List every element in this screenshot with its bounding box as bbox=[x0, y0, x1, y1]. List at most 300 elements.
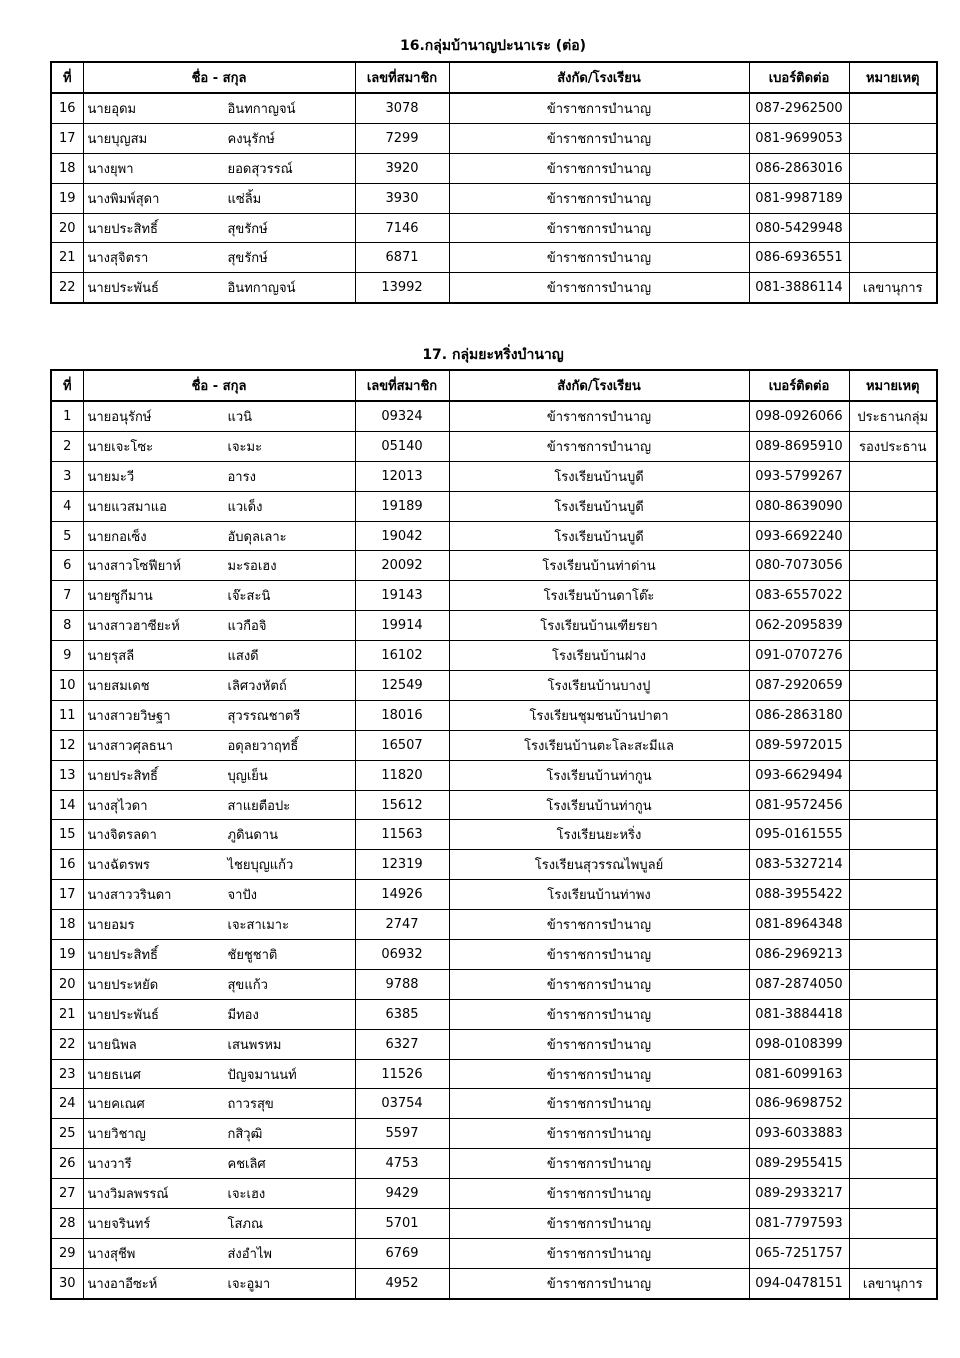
last-name: อับดุลเลาะ bbox=[227, 529, 287, 545]
first-name: นางสุชีพ bbox=[87, 1246, 136, 1262]
affiliation: ข้าราชการบำนาญ bbox=[449, 1179, 749, 1209]
header-name: ชื่อ - สกุล bbox=[83, 62, 355, 93]
last-name: สุขแก้ว bbox=[227, 977, 268, 993]
last-name: แวกือจิ bbox=[227, 619, 267, 635]
affiliation: ข้าราชการบำนาญ bbox=[449, 401, 749, 431]
member-id: 14926 bbox=[355, 880, 449, 910]
row-number: 2 bbox=[51, 431, 83, 461]
table-row bbox=[51, 910, 937, 940]
remark bbox=[849, 123, 937, 153]
table-row bbox=[51, 521, 937, 551]
phone-number: 089-2933217 bbox=[749, 1179, 849, 1209]
table-row bbox=[51, 153, 937, 183]
remark bbox=[849, 1089, 937, 1119]
header-affiliation: สังกัด/โรงเรียน bbox=[449, 370, 749, 401]
remark bbox=[849, 1059, 937, 1089]
first-name: นางสาวฮาซียะห์ bbox=[87, 619, 180, 635]
table-row bbox=[51, 581, 937, 611]
first-name: นายรุสลี bbox=[87, 649, 135, 665]
remark bbox=[849, 183, 937, 213]
first-name: นายซูกีมาน bbox=[87, 589, 153, 605]
affiliation: ข้าราชการบำนาญ bbox=[449, 910, 749, 940]
phone-number: 095-0161555 bbox=[749, 820, 849, 850]
row-number: 11 bbox=[51, 700, 83, 730]
row-number: 12 bbox=[51, 730, 83, 760]
phone-number: 091-0707276 bbox=[749, 641, 849, 671]
affiliation: ข้าราชการบำนาญ bbox=[449, 93, 749, 123]
affiliation: ข้าราชการบำนาญ bbox=[449, 1119, 749, 1149]
phone-number: 093-6629494 bbox=[749, 760, 849, 790]
remark bbox=[849, 969, 937, 999]
affiliation: ข้าราชการบำนาญ bbox=[449, 1209, 749, 1239]
affiliation: โรงเรียนบ้านท่ากูน bbox=[449, 760, 749, 790]
member-name bbox=[83, 730, 355, 760]
member-name bbox=[83, 1238, 355, 1268]
member-name bbox=[83, 760, 355, 790]
first-name: นายบุญสม bbox=[87, 131, 148, 147]
first-name: นางสาวศุลธนา bbox=[87, 738, 173, 754]
phone-number: 088-3955422 bbox=[749, 880, 849, 910]
affiliation: โรงเรียนสุวรรณไพบูลย์ bbox=[449, 850, 749, 880]
remark bbox=[849, 790, 937, 820]
affiliation: ข้าราชการบำนาญ bbox=[449, 243, 749, 273]
first-name: นางสาวโซฟียาห์ bbox=[87, 559, 182, 575]
first-name: นายธเนศ bbox=[87, 1067, 141, 1083]
last-name: คชเลิศ bbox=[227, 1157, 266, 1173]
member-name bbox=[83, 93, 355, 123]
first-name: นายกอเซ็ง bbox=[87, 529, 147, 545]
table-row bbox=[51, 1149, 937, 1179]
affiliation: โรงเรียนบ้านท่าพง bbox=[449, 880, 749, 910]
last-name: เจะมะ bbox=[227, 439, 263, 455]
member-name bbox=[83, 123, 355, 153]
phone-number: 081-9987189 bbox=[749, 183, 849, 213]
affiliation: ข้าราชการบำนาญ bbox=[449, 183, 749, 213]
table-row bbox=[51, 1119, 937, 1149]
member-id: 16102 bbox=[355, 641, 449, 671]
member-name bbox=[83, 700, 355, 730]
phone-number: 093-6033883 bbox=[749, 1119, 849, 1149]
last-name: อารง bbox=[227, 469, 256, 485]
first-name: นายมะวี bbox=[87, 469, 135, 485]
first-name: นางสุไวดา bbox=[87, 798, 148, 814]
row-number: 8 bbox=[51, 611, 83, 641]
affiliation: โรงเรียนบ้านดาโต๊ะ bbox=[449, 581, 749, 611]
section-title: 16.กลุ่มบ้านาญปะนาเระ (ต่อ) bbox=[399, 38, 587, 54]
member-id: 19189 bbox=[355, 491, 449, 521]
row-number: 14 bbox=[51, 790, 83, 820]
remark: เลขานุการ bbox=[849, 1268, 937, 1298]
last-name: เสนพรหม bbox=[227, 1037, 282, 1053]
member-id: 9429 bbox=[355, 1179, 449, 1209]
table-row bbox=[51, 1089, 937, 1119]
phone-number: 089-5972015 bbox=[749, 730, 849, 760]
table-row bbox=[51, 880, 937, 910]
affiliation: โรงเรียนบ้านท่ากูน bbox=[449, 790, 749, 820]
member-id: 3078 bbox=[355, 93, 449, 123]
member-id: 11526 bbox=[355, 1059, 449, 1089]
member-name bbox=[83, 671, 355, 701]
last-name: สุขรักษ์ bbox=[227, 221, 268, 237]
remark bbox=[849, 611, 937, 641]
first-name: นายประสิทธิ์ bbox=[87, 768, 158, 784]
member-id: 18016 bbox=[355, 700, 449, 730]
remark bbox=[849, 820, 937, 850]
member-name bbox=[83, 641, 355, 671]
last-name: ปัญจมานนท์ bbox=[227, 1067, 297, 1083]
first-name: นายนิพล bbox=[87, 1037, 137, 1053]
last-name: ไชยบุญแก้ว bbox=[227, 858, 294, 874]
first-name: นายคเณศ bbox=[87, 1097, 145, 1113]
table-row bbox=[51, 730, 937, 760]
row-number: 20 bbox=[51, 213, 83, 243]
table-header-row bbox=[51, 370, 937, 401]
first-name: นายประสิทธิ์ bbox=[87, 221, 158, 237]
member-name bbox=[83, 999, 355, 1029]
header-no: ที่ bbox=[51, 370, 83, 401]
table-row bbox=[51, 671, 937, 701]
table-row bbox=[51, 213, 937, 243]
phone-number: 087-2874050 bbox=[749, 969, 849, 999]
remark bbox=[849, 730, 937, 760]
table-row bbox=[51, 940, 937, 970]
member-id: 13992 bbox=[355, 273, 449, 303]
remark bbox=[849, 999, 937, 1029]
remark bbox=[849, 910, 937, 940]
table-row bbox=[51, 1238, 937, 1268]
member-id: 05140 bbox=[355, 431, 449, 461]
first-name: นายอุดม bbox=[87, 101, 137, 117]
member-table bbox=[50, 61, 938, 304]
member-id: 11563 bbox=[355, 820, 449, 850]
remark bbox=[849, 700, 937, 730]
last-name: จาปัง bbox=[227, 888, 258, 904]
remark bbox=[849, 581, 937, 611]
header-remark: หมายเหตุ bbox=[849, 62, 937, 93]
member-id: 4753 bbox=[355, 1149, 449, 1179]
affiliation: โรงเรียนบ้านบูดี bbox=[449, 521, 749, 551]
table-row bbox=[51, 820, 937, 850]
last-name: ชัยชูชาติ bbox=[227, 947, 278, 963]
row-number: 6 bbox=[51, 551, 83, 581]
table-row bbox=[51, 1029, 937, 1059]
table-body bbox=[51, 93, 937, 303]
member-name bbox=[83, 820, 355, 850]
last-name: ถาวรสุข bbox=[227, 1097, 274, 1113]
member-id: 3930 bbox=[355, 183, 449, 213]
first-name: นางจิตรลดา bbox=[87, 828, 157, 844]
affiliation: โรงเรียนบ้านบางปู bbox=[449, 671, 749, 701]
member-name bbox=[83, 1029, 355, 1059]
affiliation: ข้าราชการบำนาญ bbox=[449, 1149, 749, 1179]
table-row bbox=[51, 969, 937, 999]
remark bbox=[849, 491, 937, 521]
row-number: 28 bbox=[51, 1209, 83, 1239]
member-id: 12549 bbox=[355, 671, 449, 701]
affiliation: ข้าราชการบำนาญ bbox=[449, 969, 749, 999]
last-name: แสงดี bbox=[227, 649, 259, 665]
member-id: 09324 bbox=[355, 401, 449, 431]
member-name bbox=[83, 850, 355, 880]
remark bbox=[849, 461, 937, 491]
first-name: นายอนุรักษ์ bbox=[87, 409, 152, 425]
affiliation: ข้าราชการบำนาญ bbox=[449, 123, 749, 153]
first-name: นายประสิทธิ์ bbox=[87, 947, 158, 963]
header-no: ที่ bbox=[51, 62, 83, 93]
table-header-row bbox=[51, 62, 937, 93]
first-name: นางสาววรินดา bbox=[87, 888, 172, 904]
member-id: 12319 bbox=[355, 850, 449, 880]
table-row bbox=[51, 461, 937, 491]
table-row bbox=[51, 1209, 937, 1239]
member-id: 06932 bbox=[355, 940, 449, 970]
member-id: 4952 bbox=[355, 1268, 449, 1298]
affiliation: ข้าราชการบำนาญ bbox=[449, 1059, 749, 1089]
member-name bbox=[83, 1149, 355, 1179]
member-id: 3920 bbox=[355, 153, 449, 183]
member-name bbox=[83, 461, 355, 491]
first-name: นางอาอีซะห์ bbox=[87, 1276, 158, 1292]
affiliation: ข้าราชการบำนาญ bbox=[449, 1238, 749, 1268]
row-number: 4 bbox=[51, 491, 83, 521]
phone-number: 086-2863016 bbox=[749, 153, 849, 183]
remark bbox=[849, 1149, 937, 1179]
affiliation: ข้าราชการบำนาญ bbox=[449, 1089, 749, 1119]
member-id: 19143 bbox=[355, 581, 449, 611]
remark bbox=[849, 243, 937, 273]
last-name: เจะเฮง bbox=[227, 1187, 266, 1203]
phone-number: 083-6557022 bbox=[749, 581, 849, 611]
member-name bbox=[83, 273, 355, 303]
remark bbox=[849, 213, 937, 243]
remark bbox=[849, 850, 937, 880]
member-name bbox=[83, 1059, 355, 1089]
row-number: 26 bbox=[51, 1149, 83, 1179]
table-row bbox=[51, 999, 937, 1029]
member-name bbox=[83, 551, 355, 581]
member-id: 6385 bbox=[355, 999, 449, 1029]
phone-number: 087-2920659 bbox=[749, 671, 849, 701]
phone-number: 080-5429948 bbox=[749, 213, 849, 243]
last-name: สุวรรณชาตรี bbox=[227, 708, 301, 724]
remark bbox=[849, 671, 937, 701]
member-id: 20092 bbox=[355, 551, 449, 581]
phone-number: 081-3886114 bbox=[749, 273, 849, 303]
phone-number: 081-6099163 bbox=[749, 1059, 849, 1089]
phone-number: 086-2863180 bbox=[749, 700, 849, 730]
member-id: 7299 bbox=[355, 123, 449, 153]
affiliation: โรงเรียนบ้านบูดี bbox=[449, 491, 749, 521]
row-number: 29 bbox=[51, 1238, 83, 1268]
affiliation: โรงเรียนบ้านตะโละสะมีแล bbox=[449, 730, 749, 760]
member-name bbox=[83, 401, 355, 431]
last-name: เลิศวงหัตถ์ bbox=[227, 678, 287, 694]
last-name: โสภณ bbox=[227, 1216, 264, 1232]
last-name: เจะสาเมาะ bbox=[227, 918, 290, 934]
last-name: อินทกาญจน์ bbox=[227, 281, 296, 297]
first-name: นางพิมพ์สุดา bbox=[87, 191, 160, 207]
member-id: 6327 bbox=[355, 1029, 449, 1059]
member-id: 19042 bbox=[355, 521, 449, 551]
last-name: สุขรักษ์ bbox=[227, 251, 268, 267]
table-row bbox=[51, 551, 937, 581]
row-number: 21 bbox=[51, 999, 83, 1029]
first-name: นายประหยัด bbox=[87, 977, 159, 993]
last-name: คงนุรักษ์ bbox=[227, 131, 275, 147]
first-name: นายเจะโซะ bbox=[87, 439, 154, 455]
affiliation: ข้าราชการบำนาญ bbox=[449, 940, 749, 970]
remark bbox=[849, 940, 937, 970]
first-name: นายอมร bbox=[87, 918, 135, 934]
first-name: นายประพันธ์ bbox=[87, 1007, 159, 1023]
affiliation: ข้าราชการบำนาญ bbox=[449, 153, 749, 183]
table-row bbox=[51, 1268, 937, 1298]
member-name bbox=[83, 521, 355, 551]
row-number: 30 bbox=[51, 1268, 83, 1298]
last-name: แวนิ bbox=[227, 409, 253, 425]
remark bbox=[849, 93, 937, 123]
remark bbox=[849, 1209, 937, 1239]
member-name bbox=[83, 969, 355, 999]
phone-number: 093-5799267 bbox=[749, 461, 849, 491]
table-row bbox=[51, 243, 937, 273]
table-row bbox=[51, 790, 937, 820]
affiliation: โรงเรียนบ้านท่าด่าน bbox=[449, 551, 749, 581]
header-member-id: เลขที่สมาชิก bbox=[355, 62, 449, 93]
affiliation: ข้าราชการบำนาญ bbox=[449, 273, 749, 303]
member-name bbox=[83, 1209, 355, 1239]
row-number: 5 bbox=[51, 521, 83, 551]
table-row bbox=[51, 491, 937, 521]
first-name: นางสาวยวิษฐา bbox=[87, 708, 171, 724]
row-number: 24 bbox=[51, 1089, 83, 1119]
row-number: 19 bbox=[51, 183, 83, 213]
last-name: มะรอเฮง bbox=[227, 559, 277, 575]
row-number: 3 bbox=[51, 461, 83, 491]
affiliation: โรงเรียนบ้านเฑียรยา bbox=[449, 611, 749, 641]
phone-number: 081-8964348 bbox=[749, 910, 849, 940]
phone-number: 087-2962500 bbox=[749, 93, 849, 123]
affiliation: โรงเรียนยะหริ่ง bbox=[449, 820, 749, 850]
phone-number: 081-9572456 bbox=[749, 790, 849, 820]
remark bbox=[849, 880, 937, 910]
affiliation: โรงเรียนบ้านบูดี bbox=[449, 461, 749, 491]
table-row bbox=[51, 641, 937, 671]
row-number: 10 bbox=[51, 671, 83, 701]
remark: ประธานกลุ่ม bbox=[849, 401, 937, 431]
table-row bbox=[51, 1059, 937, 1089]
table-body bbox=[51, 401, 937, 1299]
remark: เลขานุการ bbox=[849, 273, 937, 303]
row-number: 13 bbox=[51, 760, 83, 790]
remark bbox=[849, 551, 937, 581]
row-number: 9 bbox=[51, 641, 83, 671]
member-id: 11820 bbox=[355, 760, 449, 790]
member-name bbox=[83, 1089, 355, 1119]
member-id: 19914 bbox=[355, 611, 449, 641]
last-name: เจะอูมา bbox=[227, 1276, 271, 1292]
first-name: นางวิมลพรรณ์ bbox=[87, 1187, 169, 1203]
phone-number: 081-7797593 bbox=[749, 1209, 849, 1239]
last-name: บุญเย็น bbox=[227, 768, 268, 784]
member-id: 5597 bbox=[355, 1119, 449, 1149]
first-name: นางฉัตรพร bbox=[87, 858, 150, 874]
affiliation: ข้าราชการบำนาญ bbox=[449, 431, 749, 461]
table-row bbox=[51, 760, 937, 790]
first-name: นายประพันธ์ bbox=[87, 281, 159, 297]
last-name: มีทอง bbox=[227, 1007, 259, 1023]
row-number: 16 bbox=[51, 93, 83, 123]
last-name: เจ๊ะสะนิ bbox=[227, 589, 271, 605]
table-row bbox=[51, 700, 937, 730]
first-name: นายแวสมาแอ bbox=[87, 499, 167, 515]
member-name bbox=[83, 153, 355, 183]
row-number: 23 bbox=[51, 1059, 83, 1089]
phone-number: 086-6936551 bbox=[749, 243, 849, 273]
table-row bbox=[51, 123, 937, 153]
last-name: ยอดสุวรรณ์ bbox=[227, 161, 293, 177]
member-name bbox=[83, 880, 355, 910]
row-number: 7 bbox=[51, 581, 83, 611]
row-number: 25 bbox=[51, 1119, 83, 1149]
member-id: 5701 bbox=[355, 1209, 449, 1239]
header-phone: เบอร์ติดต่อ bbox=[749, 370, 849, 401]
member-name bbox=[83, 1268, 355, 1298]
last-name: ส่งอำไพ bbox=[227, 1246, 272, 1262]
table-row bbox=[51, 183, 937, 213]
last-name: ภูดินดาน bbox=[227, 828, 279, 844]
table-row bbox=[51, 273, 937, 303]
member-id: 03754 bbox=[355, 1089, 449, 1119]
member-name bbox=[83, 790, 355, 820]
member-name bbox=[83, 213, 355, 243]
remark bbox=[849, 1238, 937, 1268]
member-name bbox=[83, 183, 355, 213]
row-number: 19 bbox=[51, 940, 83, 970]
remark bbox=[849, 641, 937, 671]
table-row bbox=[51, 611, 937, 641]
member-id: 15612 bbox=[355, 790, 449, 820]
header-remark: หมายเหตุ bbox=[849, 370, 937, 401]
remark bbox=[849, 1179, 937, 1209]
row-number: 17 bbox=[51, 880, 83, 910]
member-id: 2747 bbox=[355, 910, 449, 940]
member-name bbox=[83, 910, 355, 940]
phone-number: 083-5327214 bbox=[749, 850, 849, 880]
section-title: 17. กลุ่มยะหริ่งบำนาญ bbox=[422, 347, 564, 363]
phone-number: 080-7073056 bbox=[749, 551, 849, 581]
row-number: 1 bbox=[51, 401, 83, 431]
row-number: 27 bbox=[51, 1179, 83, 1209]
phone-number: 089-2955415 bbox=[749, 1149, 849, 1179]
member-id: 6871 bbox=[355, 243, 449, 273]
member-name bbox=[83, 1119, 355, 1149]
phone-number: 086-2969213 bbox=[749, 940, 849, 970]
affiliation: ข้าราชการบำนาญ bbox=[449, 999, 749, 1029]
affiliation: ข้าราชการบำนาญ bbox=[449, 1029, 749, 1059]
first-name: นางวารี bbox=[87, 1157, 132, 1173]
remark bbox=[849, 521, 937, 551]
row-number: 22 bbox=[51, 1029, 83, 1059]
phone-number: 086-9698752 bbox=[749, 1089, 849, 1119]
phone-number: 080-8639090 bbox=[749, 491, 849, 521]
member-name bbox=[83, 431, 355, 461]
header-name: ชื่อ - สกุล bbox=[83, 370, 355, 401]
last-name: กสิวุฒิ bbox=[227, 1127, 263, 1143]
last-name: อินทกาญจน์ bbox=[227, 101, 296, 117]
phone-number: 098-0926066 bbox=[749, 401, 849, 431]
remark: รองประธาน bbox=[849, 431, 937, 461]
